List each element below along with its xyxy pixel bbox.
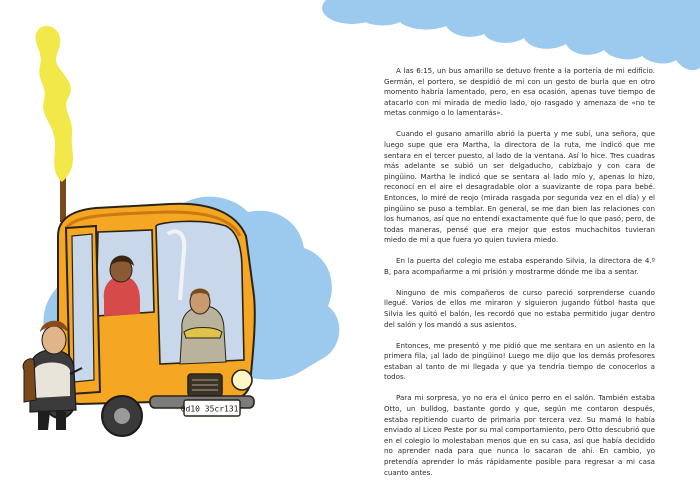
paragraph: Ninguno de mis compañeros de curso pareció sorprenderse cuando llegué. Varios de ellos me miraron y siguieron jugando fútbol hasta que Silvia les quitó el balón, les recordó que no estaba permitido jugar dentro del salón y los mandó a sus asientos. bbox=[384, 287, 655, 329]
wheel bbox=[102, 396, 142, 436]
paragraph: En la puerta del colegio me estaba esperando Silvia, la directora de 4.º B, para acompañarme a mi prisión y mostrarme dónde me iba a sentar. bbox=[384, 256, 655, 276]
story-text bbox=[384, 66, 655, 489]
license-plate-text: 0d10 35cr131r bbox=[180, 404, 244, 414]
paragraph: Cuando el gusano amarillo abrió la puerta y me subí, una señora, que luego supe que era Martha, la directora de la ruta, me indicó que me sentara en el tercer puesto, al lado de la ventana. Así lo hice. Tres cuadras más adelante se subió un ser delgaducho, cabizbajo y con cara de pingüino. Martha le indicó que se sentara al lado mío y, apenas lo hizo, reconocí en el aire el desagradable olor a suavizante de ropa para bebé. Entonces, lo miré de reojo (mirada rasgada por segunda vez en el día) y el pingüino se puso a temblar. En general, se me dan bien las relaciones con los humanos, así que no entendí exactamente qué fue lo que pasó, pero, de todas maneras, pensé que era mejor que estos muchachitos tuvieran miedo de mí a que fuera yo quien tuviera miedo. bbox=[384, 129, 655, 245]
paragraph: Para mi sorpresa, yo no era el único perro en el salón. También estaba Otto, un bulldog, bastante gordo y que, según me contaron después, estaba repitiendo cuarto de primaria por tercera vez. Su mamá lo había enviado al Liceo Peste por su mal comportamiento, pero Otto descubrió que en el colegio lo molestaban menos que en su casa, así que había decidido no aprender nada para que nunca lo sacaran de ahí. En cambio, yo pretendía aprender lo más rápidamente posible para regresar a mi casa cuanto antes. bbox=[384, 393, 655, 477]
bus bbox=[46, 204, 255, 436]
license-plate bbox=[181, 400, 244, 416]
grille bbox=[188, 374, 222, 396]
clouds bbox=[322, 0, 700, 70]
paragraph: A las 6:15, un bus amarillo se detuvo frente a la portería de mi edificio. Germán, el portero, se despidió de mí con un gesto de burla que en otro momento habría lamentado, pero, en esa ocasión, apenas tuve tiempo de atacarlo con mi mirada de medio lado, ojo rasgado y amenaza de «no te metas conmigo o lo lamentarás». bbox=[384, 66, 655, 118]
paragraph: Entonces, me presentó y me pidió que me sentara en un asiento en la primera fila, ¡al lado de pingüino! Luego me dijo que los demás profesores estaban al tanto de mi llegada y que ya tendría tiempo de conocerlos a todos. bbox=[384, 340, 655, 382]
smoke bbox=[35, 26, 73, 222]
